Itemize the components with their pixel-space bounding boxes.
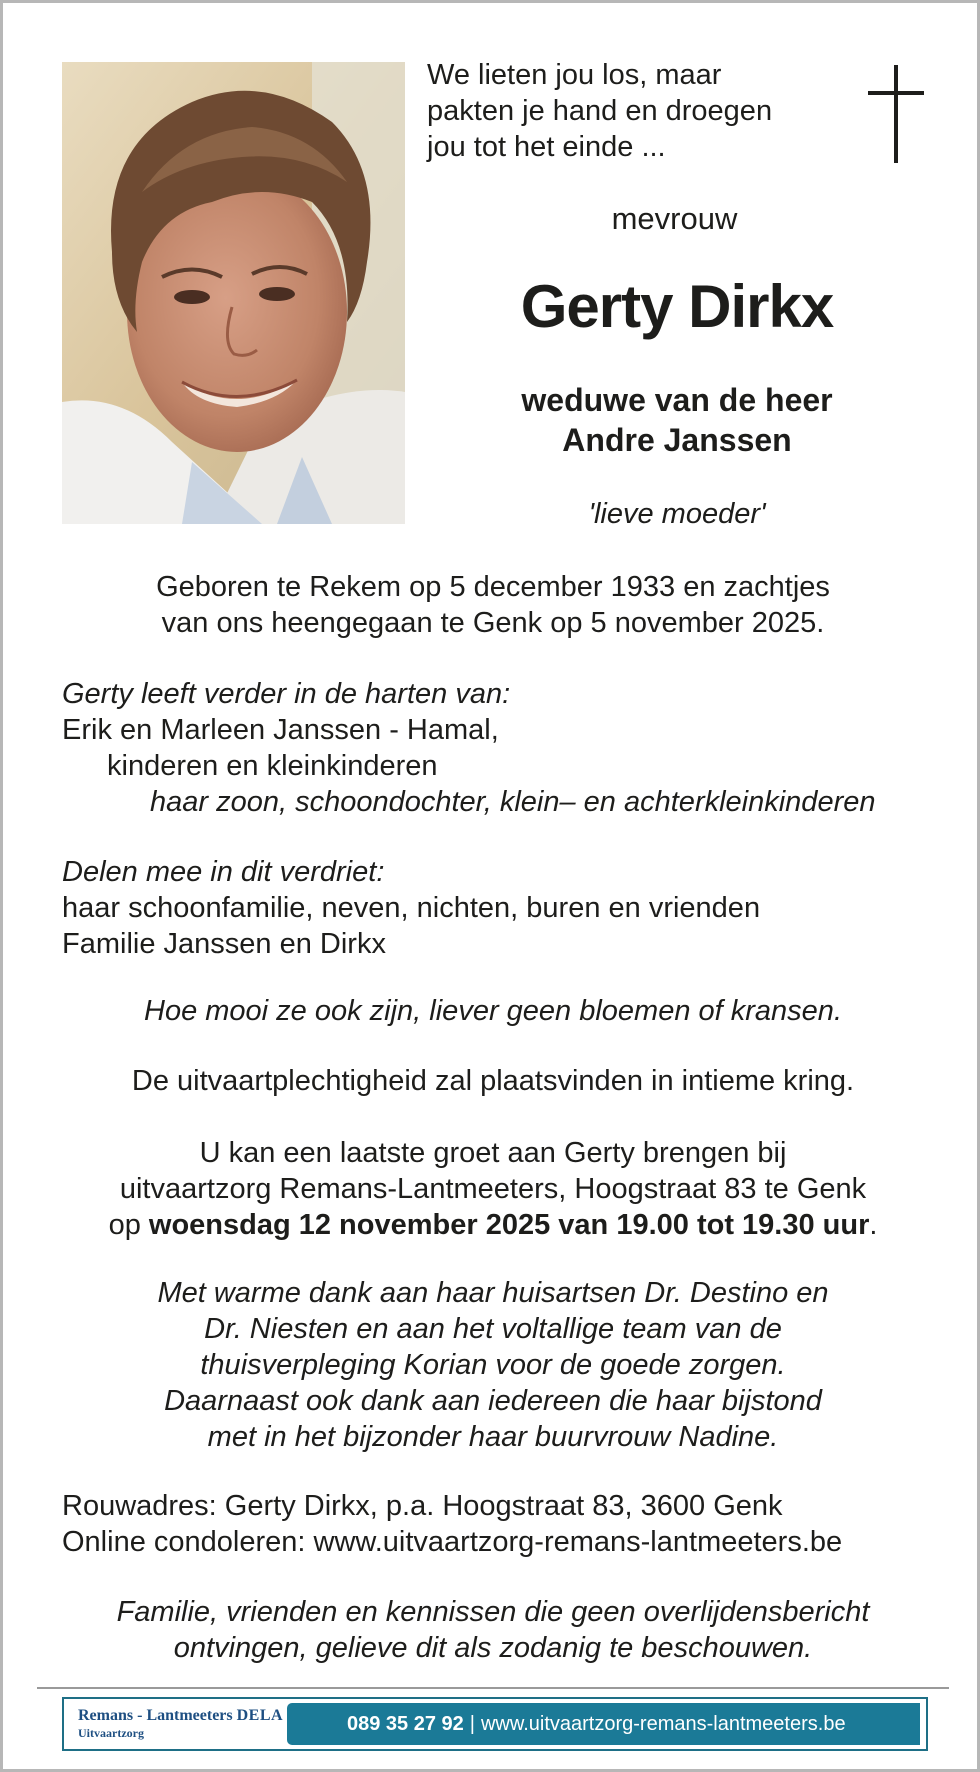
logo-brand-name: Remans - Lantmeeters: [78, 1707, 233, 1724]
portrait-photo: [62, 62, 405, 524]
funeral-home-banner: [62, 1697, 928, 1751]
epithet: 'lieve moeder': [588, 498, 766, 530]
contact-info: [62, 1488, 932, 1560]
cross-icon: [867, 65, 927, 163]
flowers-note: Hoe mooi ze ook zijn, liever geen bloemen of kransen.: [144, 995, 842, 1027]
thanks-line: Dr. Niesten en aan het voltallige team van de: [204, 1313, 782, 1345]
notice-text: [62, 1594, 924, 1666]
sorrow-section: [62, 854, 932, 962]
thanks-line: Daarnaast ook dank aan iedereen die haar bijstond: [164, 1385, 822, 1417]
online-condolences: Online condoleren: www.uitvaartzorg-remans-lantmeeters.be: [62, 1526, 843, 1558]
birth-line: Geboren te Rekem op 5 december 1933 en zachtjes: [156, 571, 830, 603]
honorific: mevrouw: [611, 201, 738, 236]
deceased-name: Gerty Dirkx: [520, 273, 834, 340]
motto-line: We lieten jou los, maar: [427, 59, 722, 91]
thanks-line: met in het bijzonder haar buurvrouw Nadine.: [207, 1421, 779, 1453]
visit-line: [62, 1207, 924, 1243]
visit-suffix: .: [869, 1209, 878, 1241]
logo-brand-mark: DELA: [236, 1707, 284, 1724]
thanks-line: thuisverpleging Korian voor de goede zorgen.: [200, 1349, 786, 1381]
widow-line: Andre Janssen: [562, 422, 792, 458]
sorrow-line: Familie Janssen en Dirkx: [62, 928, 386, 960]
separator: |: [469, 1713, 475, 1735]
family-line: Erik en Marleen Janssen - Hamal,: [62, 714, 499, 746]
thanks-line: Met warme dank aan haar huisartsen Dr. Destino en: [157, 1277, 829, 1309]
visit-line: U kan een laatste groet aan Gerty brengen bij: [199, 1137, 787, 1169]
widow-line: weduwe van de heer: [521, 382, 833, 418]
death-line: van ons heengegaan te Genk op 5 november 2025.: [161, 607, 825, 639]
visit-line: uitvaartzorg Remans-Lantmeeters, Hoogstraat 83 te Genk: [119, 1173, 867, 1205]
contact-band: [287, 1703, 920, 1745]
motto-line: jou tot het einde ...: [427, 131, 666, 163]
ceremony-note: De uitvaartplechtigheid zal plaatsvinden in intieme kring.: [131, 1065, 855, 1097]
visit-datetime: woensdag 12 november 2025 van 19.00 tot 19.30 uur: [148, 1209, 870, 1241]
visitation-info: [62, 1135, 924, 1243]
birth-death-text: [62, 569, 924, 641]
family-section: [62, 676, 932, 820]
sorrow-heading: Delen mee in dit verdriet:: [62, 856, 385, 888]
mourning-address: Rouwadres: Gerty Dirkx, p.a. Hoogstraat 83, 3600 Genk: [62, 1490, 783, 1522]
thanks-text: [62, 1275, 924, 1455]
phone-number[interactable]: 089 35 27 92: [347, 1713, 464, 1735]
motto-line: pakten je hand en droegen: [427, 95, 773, 127]
family-heading: Gerty leeft verder in de harten van:: [62, 678, 511, 710]
portrait-illustration: [62, 62, 405, 524]
notice-line: ontvingen, gelieve dit als zodanig te beschouwen.: [173, 1632, 813, 1664]
family-line: haar zoon, schoondochter, klein– en achterkleinkinderen: [150, 786, 876, 818]
logo-subtitle: Uitvaartzorg: [78, 1726, 144, 1740]
motto-verse: [427, 57, 787, 165]
notice-line: Familie, vrienden en kennissen die geen overlijdensbericht: [116, 1596, 870, 1628]
family-line: kinderen en kleinkinderen: [107, 750, 438, 782]
footer-divider: [37, 1687, 949, 1689]
sorrow-line: haar schoonfamilie, neven, nichten, buren en vrienden: [62, 892, 761, 924]
visit-prefix: op: [108, 1209, 149, 1241]
website-link[interactable]: www.uitvaartzorg-remans-lantmeeters.be: [480, 1713, 846, 1735]
widow-of: [427, 380, 927, 460]
